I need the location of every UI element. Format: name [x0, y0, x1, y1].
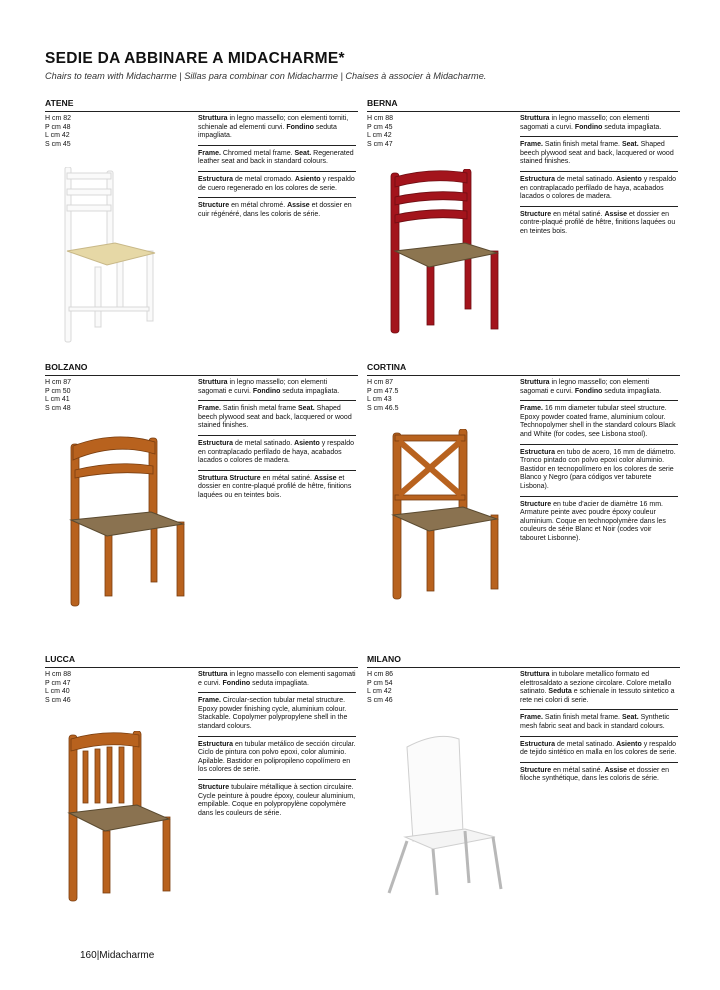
product-dimensions: H cm 87 P cm 47.5 L cm 43 S cm 46.5 [367, 379, 399, 412]
chair-image-bolzano [65, 436, 195, 611]
product-cortina [367, 361, 680, 611]
product-description [520, 115, 678, 245]
product-name: BERNA [367, 98, 398, 108]
description-paragraph: Estructura de metal satinado. Asiento y respaldo en contraplacado perfilado de haya, acabados lacados o colores de madera. [198, 440, 356, 471]
description-paragraph: Frame. Chromed metal frame. Seat. Regenerated leather seat and back in standard colours. [198, 150, 356, 172]
product-description [520, 671, 678, 792]
description-paragraph: Estructura en tubo de acero, 16 mm de diámetro. Tronco pintado con polvo epoxi color aluminio. Bastidor en tecnopolímero en los colores de serie Blanco y Negro (para códigos ver taburete Lisbona). [520, 449, 678, 497]
description-paragraph: Struttura in legno massello; con elementi sagomati e curvi. Fondino seduta impagliata. [520, 379, 678, 401]
product-description [198, 671, 356, 826]
product-dimensions: H cm 88 P cm 47 L cm 40 S cm 46 [45, 671, 72, 704]
product-dimensions: H cm 86 P cm 54 L cm 42 S cm 46 [367, 671, 394, 704]
product-description [198, 379, 356, 509]
description-paragraph: Frame. Circular-section tubular metal structure. Epoxy powder finishing cycle, aluminium colour. Stackable. Copolymer polypropylene shell in the standard colours. [198, 697, 356, 736]
description-paragraph: Estructura de metal satinado. Asiento y respaldo en contraplacado perfilado de haya, acabados lacados o colores de madera. [520, 176, 678, 207]
description-paragraph: Frame. 16 mm diameter tubular steel structure. Epoxy powder coated frame, aluminium colour. Technopolymer shell in the standard colours Black and White (for codes, see Lisbona stool). [520, 405, 678, 444]
page-subtitle: Chairs to team with Midacharme | Sillas para combinar con Midacharme | Chaises à associer à Midacharme. [45, 71, 487, 81]
product-dimensions: H cm 82 P cm 48 L cm 42 S cm 45 [45, 115, 72, 148]
product-lucca [45, 653, 358, 903]
description-paragraph: Estructura en tubular metálico de sección circular. Ciclo de pintura con polvo epoxi, color aluminio. Apilable. Bastidor en polipropileno copolímero en los colores de serie. [198, 741, 356, 780]
description-paragraph: Structure en tube d'acier de diamètre 16 mm. Armature peinte avec poudre époxy couleur aluminium. Coque en technopolymère dans les couleurs de série Blanc et Noir (codes voir tabouret Lisbonne). [520, 500, 666, 542]
chair-image-atene [55, 167, 175, 347]
description-paragraph: Struttura Structure en métal satiné. Assise et dossier en contre-plaqué profilé de hêtre, finitions laquées ou en teintes bois. [198, 474, 352, 499]
footer-brand: Midacharme [99, 950, 155, 961]
page-number: 160 [80, 950, 97, 961]
description-paragraph: Frame. Satin finish metal frame. Seat. Synthetic mesh fabric seat and back in standard colours. [520, 714, 678, 736]
description-paragraph: Struttura in tubolare metallico formato ed elettrosaldato a sezione circolare. Colore metallo satinato. Seduta e schienale in tessuto sintetico a rete nei colori di serie. [520, 671, 678, 710]
description-paragraph: Estructura de metal satinado. Asiento y respaldo de tejido sintético en malla en los colores de serie. [520, 741, 678, 763]
product-name: LUCCA [45, 654, 76, 664]
description-paragraph: Structure en métal chromé. Assise et dossier en cuir régénéré, dans les coloris de série. [198, 202, 352, 218]
description-paragraph: Struttura in legno massello; con elementi torniti, schienale ad elementi curvi. Fondino seduta impagliata. [198, 115, 356, 146]
product-description [520, 379, 678, 552]
product-dimensions: H cm 87 P cm 50 L cm 41 S cm 48 [45, 379, 72, 412]
footer-separator: | [96, 950, 100, 961]
description-paragraph: Frame. Satin finish metal frame. Seat. Shaped beech plywood seat and back, lacquered or wood stained finishes. [520, 141, 678, 172]
product-atene [45, 97, 358, 327]
description-paragraph: Structure en métal satiné. Assise et dossier en filoche synthétique, dans les coloris de série. [520, 766, 670, 783]
page-title: SEDIE DA ABBINARE A MIDACHARME* [45, 50, 345, 67]
product-name: CORTINA [367, 362, 407, 372]
description-paragraph: Structure en métal satiné. Assise et dossier en contre-plaqué profilé de hêtre, finitions laquées ou en teintes bois. [520, 210, 676, 235]
product-bolzano [45, 361, 358, 611]
product-berna [367, 97, 680, 347]
product-description [198, 115, 356, 227]
product-dimensions: H cm 88 P cm 45 L cm 42 S cm 47 [367, 115, 394, 148]
description-paragraph: Struttura in legno massello; con elementi sagomati e curvi. Fondino seduta impagliata. [198, 379, 356, 401]
chair-image-berna [387, 169, 507, 339]
product-name: ATENE [45, 98, 74, 108]
description-paragraph: Structure tubulaire métallique à section circulaire. Cycle peinture à poudre époxy, couleur aluminium, empilable. Coque en polypropylène copolymère dans les couleurs de série. [198, 783, 356, 817]
chair-image-lucca [63, 731, 183, 906]
description-paragraph: Struttura in legno massello; con elementi sagomati a curvi. Fondino seduta impagliata. [520, 115, 678, 137]
description-paragraph: Struttura in legno massello con elementi sagomati e curvi. Fondino seduta impagliata. [198, 671, 356, 693]
chair-image-milano [377, 733, 507, 898]
description-paragraph: Frame. Satin finish metal frame Seat. Shaped beech plywood seat and back, lacquered or wood stained finishes. [198, 405, 356, 436]
chair-image-cortina [387, 429, 507, 604]
product-name: MILANO [367, 654, 401, 664]
product-name: BOLZANO [45, 362, 88, 372]
page-footer [80, 950, 154, 961]
description-paragraph: Estructura de metal cromado. Asiento y respaldo de cuero regenerado en los colores de serie. [198, 176, 356, 198]
product-milano [367, 653, 680, 903]
